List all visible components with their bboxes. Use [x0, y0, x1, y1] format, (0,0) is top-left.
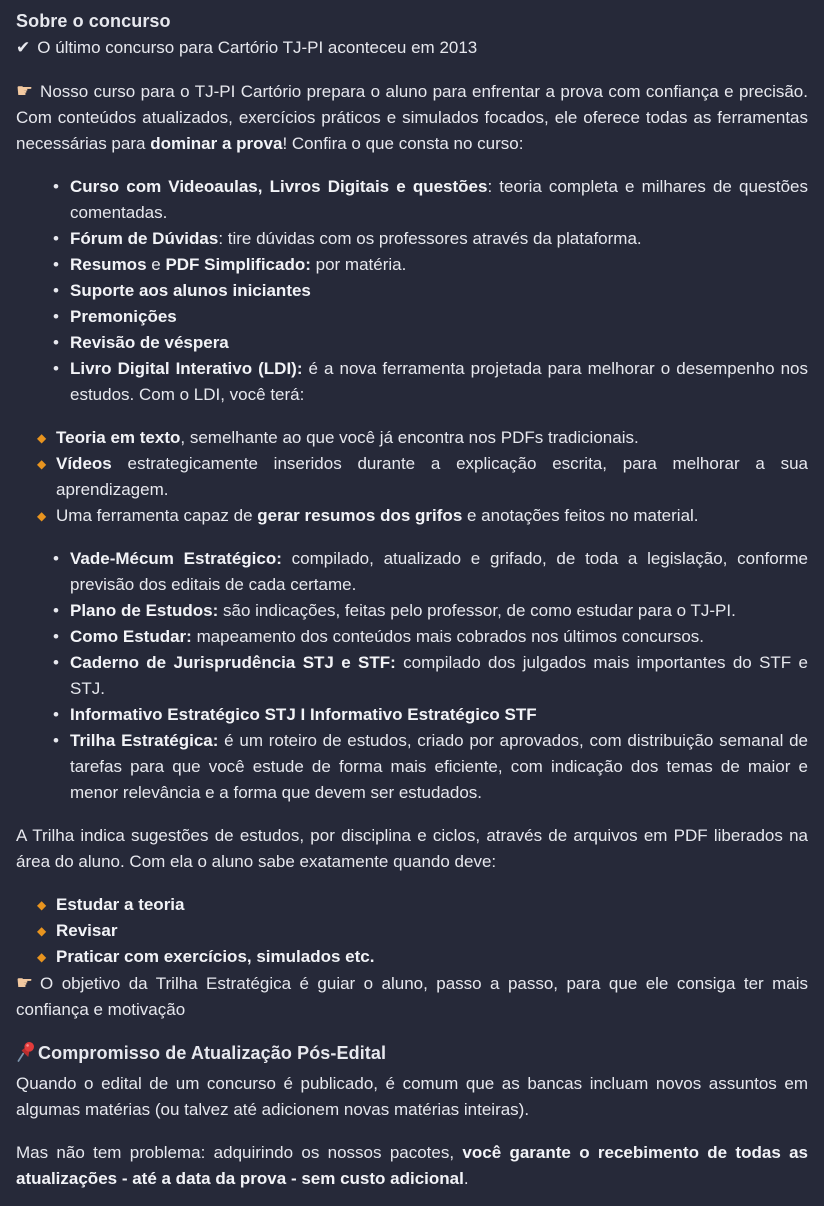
pos-edital-paragraph-2: Mas não tem problema: adquirindo os nossos pacotes, você garante o recebimento de todas as atualizações - até a data da prova - sem custo adicional. [16, 1143, 808, 1188]
tool-text: Plano de Estudos: são indicações, feitas pelo professor, de como estudar para o TJ-PI. [70, 601, 736, 620]
pointing-finger-icon: ☛ [16, 80, 34, 102]
pos-edital-paragraph-1: Quando o edital de um concurso é publicado, é comum que as bancas incluam novos assuntos em algumas matérias (ou talvez até adicionem novas matérias inteiras). [16, 1074, 808, 1119]
pos-edital-title [16, 1040, 808, 1071]
tool-item [53, 728, 808, 806]
feature-text: Livro Digital Interativo (LDI): é a nova ferramenta projetada para melhorar o desempenho nos estudos. Com o LDI, você terá: [70, 359, 808, 404]
course-intro [16, 78, 808, 157]
last-contest-text: O último concurso para Cartório TJ-PI aconteceu em 2013 [37, 38, 478, 57]
tool-text: Informativo Estratégico STJ I Informativo Estratégico STF [70, 705, 537, 724]
bullet-icon: • [53, 549, 59, 568]
trilha-step-text: Praticar com exercícios, simulados etc. [56, 947, 375, 966]
pushpin-icon [16, 1041, 36, 1071]
feature-item [53, 304, 808, 330]
small-orange-diamond-icon: ◆ [37, 898, 47, 912]
small-orange-diamond-icon: ◆ [37, 457, 47, 471]
feature-item [53, 356, 808, 408]
bullet-icon: • [53, 307, 59, 326]
bullet-icon: • [53, 255, 59, 274]
trilha-step-text: Estudar a teoria [56, 895, 185, 914]
bullet-icon: • [53, 627, 59, 646]
tool-item [53, 546, 808, 598]
ldi-benefits-list [16, 425, 808, 529]
strategic-tools-list [16, 546, 808, 806]
feature-item [53, 330, 808, 356]
feature-text: Suporte aos alunos iniciantes [70, 281, 311, 300]
last-contest-note [16, 35, 808, 61]
tool-text: Trilha Estratégica: é um roteiro de estudos, criado por aprovados, com distribuição semanal de tarefas para que você estude de forma mais eficiente, com indicação dos temas de maior e menor relevância e a forma que devem ser estudados. [70, 731, 808, 802]
course-features-list [16, 174, 808, 408]
feature-text: Resumos e PDF Simplificado: por matéria. [70, 255, 407, 274]
small-orange-diamond-icon: ◆ [37, 431, 47, 445]
trilha-objective-text: O objetivo da Trilha Estratégica é guiar o aluno, passo a passo, para que ele consiga ter mais confiança e motivação [16, 974, 808, 1019]
bullet-icon: • [53, 333, 59, 352]
small-orange-diamond-icon: ◆ [37, 950, 47, 964]
feature-item [53, 174, 808, 226]
ldi-benefit-text: Teoria em texto, semelhante ao que você já encontra nos PDFs tradicionais. [56, 428, 639, 447]
trilha-step-text: Revisar [56, 921, 118, 940]
bullet-icon: • [53, 705, 59, 724]
feature-item [53, 252, 808, 278]
feature-item [53, 226, 808, 252]
ldi-benefit-text: Uma ferramenta capaz de gerar resumos dos grifos e anotações feitos no material. [56, 506, 699, 525]
pos-edital-title-text: Compromisso de Atualização Pós-Edital [38, 1043, 387, 1063]
tool-item [53, 702, 808, 728]
bullet-icon: • [53, 281, 59, 300]
tool-text: Caderno de Jurisprudência STJ e STF: compilado dos julgados mais importantes do STF e STJ. [70, 653, 808, 698]
tool-text: Como Estudar: mapeamento dos conteúdos mais cobrados nos últimos concursos. [70, 627, 705, 646]
small-orange-diamond-icon: ◆ [37, 509, 47, 523]
bullet-icon: • [53, 229, 59, 248]
bullet-icon: • [53, 359, 59, 378]
bullet-icon: • [53, 177, 59, 196]
trilha-objective [16, 970, 808, 1023]
tool-item [53, 624, 808, 650]
small-orange-diamond-icon: ◆ [37, 924, 47, 938]
bullet-icon: • [53, 731, 59, 750]
about-title: Sobre o concurso [16, 11, 171, 31]
bullet-icon: • [53, 601, 59, 620]
ldi-benefit-item [37, 503, 808, 529]
feature-item [53, 278, 808, 304]
ldi-benefit-text: Vídeos estrategicamente inseridos durante a explicação escrita, para melhorar a sua aprendizagem. [56, 454, 808, 499]
tool-text: Vade-Mécum Estratégico: compilado, atualizado e grifado, de toda a legislação, conforme previsão dos editais de cada certame. [70, 549, 808, 594]
course-intro-text: Nosso curso para o TJ-PI Cartório prepara o aluno para enfrentar a prova com confiança e precisão. Com conteúdos atualizados, exercícios práticos e simulados focados, ele oferece todas as ferramentas necessárias para dominar a prova! Confira o que consta no curso: [16, 82, 808, 153]
bullet-icon: • [53, 653, 59, 672]
tool-item [53, 598, 808, 624]
feature-text: Premonições [70, 307, 177, 326]
feature-text: Revisão de véspera [70, 333, 229, 352]
trilha-step-item [37, 892, 808, 918]
check-mark-icon: ✔ [16, 38, 31, 58]
trilha-description: A Trilha indica sugestões de estudos, por disciplina e ciclos, através de arquivos em PDF liberados na área do aluno. Com ela o aluno sabe exatamente quando deve: [16, 826, 808, 871]
tool-item [53, 650, 808, 702]
feature-text: Curso com Videoaulas, Livros Digitais e questões: teoria completa e milhares de questões comentadas. [70, 177, 808, 222]
ldi-benefit-item [37, 451, 808, 503]
trilha-step-item [37, 918, 808, 944]
trilha-step-item [37, 944, 808, 970]
trilha-steps-list [16, 892, 808, 970]
ldi-benefit-item [37, 425, 808, 451]
feature-text: Fórum de Dúvidas: tire dúvidas com os professores através da plataforma. [70, 229, 642, 248]
pointing-finger-icon: ☛ [16, 972, 34, 994]
